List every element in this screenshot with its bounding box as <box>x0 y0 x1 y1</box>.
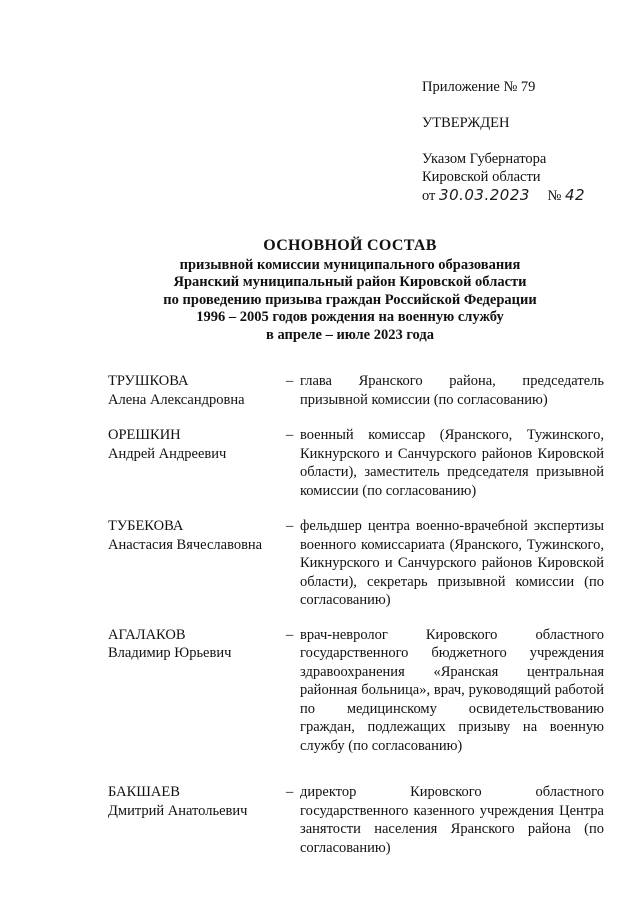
member-role: военный комиссар (Яранского, Тужинского, Кикнурского и Санчурского районов Кировской области), заместитель председателя призывной комиссии (по согласованию) <box>300 427 604 499</box>
member-name <box>108 372 286 409</box>
number-label: № <box>547 188 562 204</box>
member-given-name: Алена Александровна <box>108 391 245 408</box>
member-surname: ТРУШКОВА <box>108 373 189 389</box>
title-line-2: Яранский муниципальный район Кировской области <box>173 274 527 290</box>
approved-label: УТВЕРЖДЕН <box>422 115 510 131</box>
member-entry <box>108 426 604 500</box>
member-given-name: Дмитрий Анатольевич <box>108 802 248 819</box>
member-given-name: Владимир Юрьевич <box>108 645 232 661</box>
member-entry <box>108 517 604 610</box>
member-surname: БАКШАЕВ <box>108 784 180 800</box>
from-label: от <box>422 188 436 204</box>
title-line-5: в апреле – июле 2023 года <box>266 326 434 343</box>
member-given-name: Андрей Андреевич <box>108 445 227 462</box>
appendix-label: Приложение № 79 <box>422 79 536 95</box>
member-entry <box>108 783 604 857</box>
title-line-4: 1996 – 2005 годов рождения на военную службу <box>196 309 504 325</box>
document-title <box>110 237 590 344</box>
dash: – <box>286 518 294 534</box>
decree-line-1: Указом Губернатора <box>422 151 547 167</box>
title-main: ОСНОВНОЙ СОСТАВ <box>263 237 437 254</box>
member-name <box>108 517 286 610</box>
member-role: директор Кировского областного государственного казенного учреждения Центра занятости населения Яранского района (по согласованию) <box>300 784 604 856</box>
member-given-name: Анастасия Вячеславовна <box>108 536 263 553</box>
dash: – <box>286 626 294 643</box>
dash: – <box>286 784 294 800</box>
member-name <box>108 426 286 500</box>
member-name <box>108 783 286 857</box>
decree-line-2: Кировской области <box>422 169 541 185</box>
dash: – <box>286 373 294 389</box>
member-surname: АГАЛАКОВ <box>108 626 186 643</box>
member-role: врач-невролог Кировского областного государственного бюджетного учреждения здравоохранения «Яранская центральная районная больница», врач, руководящий работой по медицинскому освидетельствованию граждан, подлежащих призыву на военную службу (по согласованию) <box>300 626 604 754</box>
title-line-3: по проведению призыва граждан Российской Федерации <box>163 291 537 308</box>
approval-block <box>422 78 622 205</box>
member-entry <box>108 372 604 409</box>
members-list <box>108 372 604 857</box>
member-name <box>108 626 286 756</box>
decree-date-line <box>422 186 622 205</box>
dash: – <box>286 427 294 443</box>
member-entry <box>108 626 604 756</box>
decree-date: 30.03.2023 <box>439 186 530 204</box>
title-line-1: призывной комиссии муниципального образования <box>179 256 521 273</box>
member-surname: ТУБЕКОВА <box>108 518 184 534</box>
member-surname: ОРЕШКИН <box>108 427 181 443</box>
decree-number: 42 <box>565 186 586 204</box>
member-role: глава Яранского района, председатель призывной комиссии (по согласованию) <box>300 373 604 408</box>
member-role: фельдшер центра военно-врачебной экспертизы военного комиссариата (Яранского, Тужинского, Кикнурского и Санчурского районов Кировской области), секретарь призывной комиссии (по согласованию) <box>300 518 604 608</box>
